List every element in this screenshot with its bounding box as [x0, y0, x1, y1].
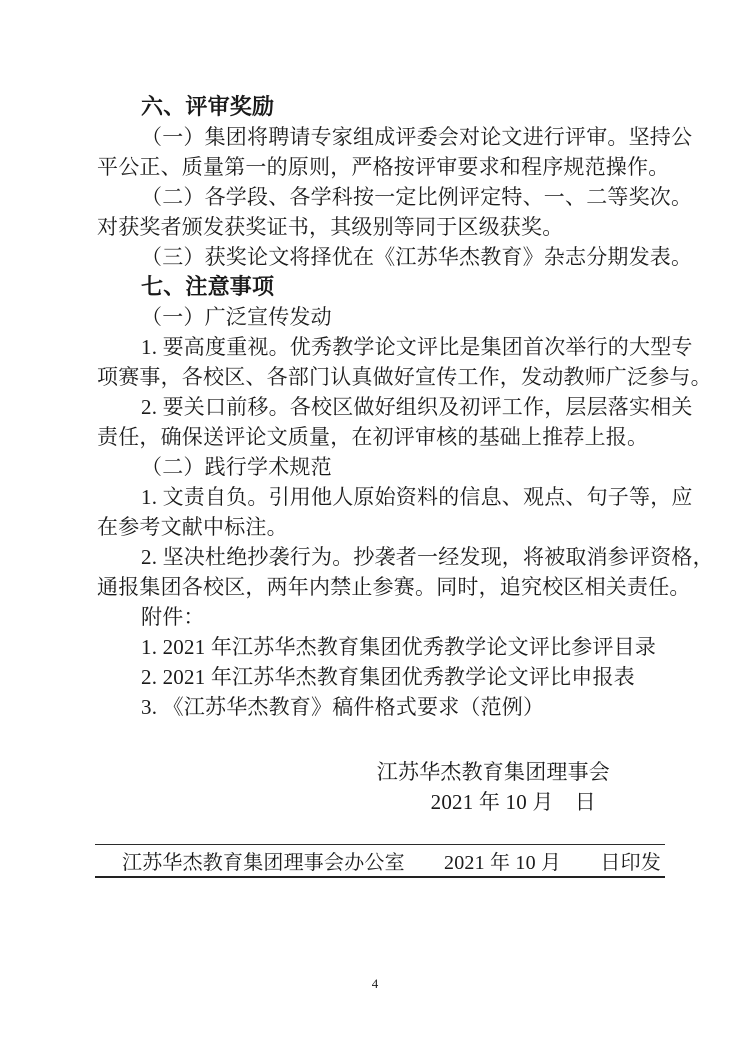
- attachments-label: 附件：: [141, 605, 205, 629]
- body-line: 通报集团各校区，两年内禁止参赛。同时，追究校区相关责任。: [97, 575, 691, 599]
- body-line: 在参考文献中标注。: [97, 515, 288, 539]
- attachment-item: 1. 2021 年江苏华杰教育集团优秀教学论文评比参评目录: [141, 635, 657, 659]
- attachment-item: 3. 《江苏华杰教育》稿件格式要求（范例）: [141, 695, 545, 719]
- issuance-office: 江苏华杰教育集团理事会办公室: [122, 852, 405, 874]
- issuance-suffix: 日印发: [600, 852, 661, 874]
- signature-org: 江苏华杰教育集团理事会: [376, 760, 610, 784]
- issuance-date: 2021 年 10 月: [444, 852, 562, 874]
- attachment-item: 2. 2021 年江苏华杰教育集团优秀教学论文评比申报表: [141, 665, 635, 689]
- signature-gap: [97, 722, 659, 757]
- issuance-bar: [95, 844, 665, 878]
- subsection-title: （一）广泛宣传发动: [141, 305, 332, 329]
- body-line: 项赛事，各校区、各部门认真做好宣传工作，发动教师广泛参与。: [97, 365, 712, 389]
- body-line: 平公正、质量第一的原则，严格按评审要求和程序规范操作。: [97, 155, 670, 179]
- section-6-heading: 六、评审奖励: [141, 94, 275, 119]
- body-line: 1. 文责自负。引用他人原始资料的信息、观点、句子等，应: [141, 485, 693, 509]
- body-line: 责任，确保送评论文质量，在初评审核的基础上推荐上报。: [97, 425, 649, 449]
- body-line: 对获奖者颁发获奖证书，其级别等同于区级获奖。: [97, 215, 564, 239]
- section-7-heading: 七、注意事项: [141, 274, 275, 299]
- page-number: 4: [371, 976, 379, 991]
- body-line: 1. 要高度重视。优秀教学论文评比是集团首次举行的大型专: [141, 335, 693, 359]
- document-body: [97, 92, 714, 817]
- subsection-title: （二）践行学术规范: [141, 455, 332, 479]
- body-line: 2. 坚决杜绝抄袭行为。抄袭者一经发现，将被取消参评资格，: [141, 545, 714, 569]
- body-line: （二）各学段、各学科按一定比例评定特、一、二等奖次。: [141, 185, 693, 209]
- body-line: （一）集团将聘请专家组成评委会对论文进行评审。坚持公: [141, 125, 693, 149]
- body-line: （三）获奖论文将择优在《江苏华杰教育》杂志分期发表。: [141, 245, 693, 269]
- signature-date: 2021 年 10 月 日: [430, 790, 596, 814]
- body-line: 2. 要关口前移。各校区做好组织及初评工作，层层落实相关: [141, 395, 693, 419]
